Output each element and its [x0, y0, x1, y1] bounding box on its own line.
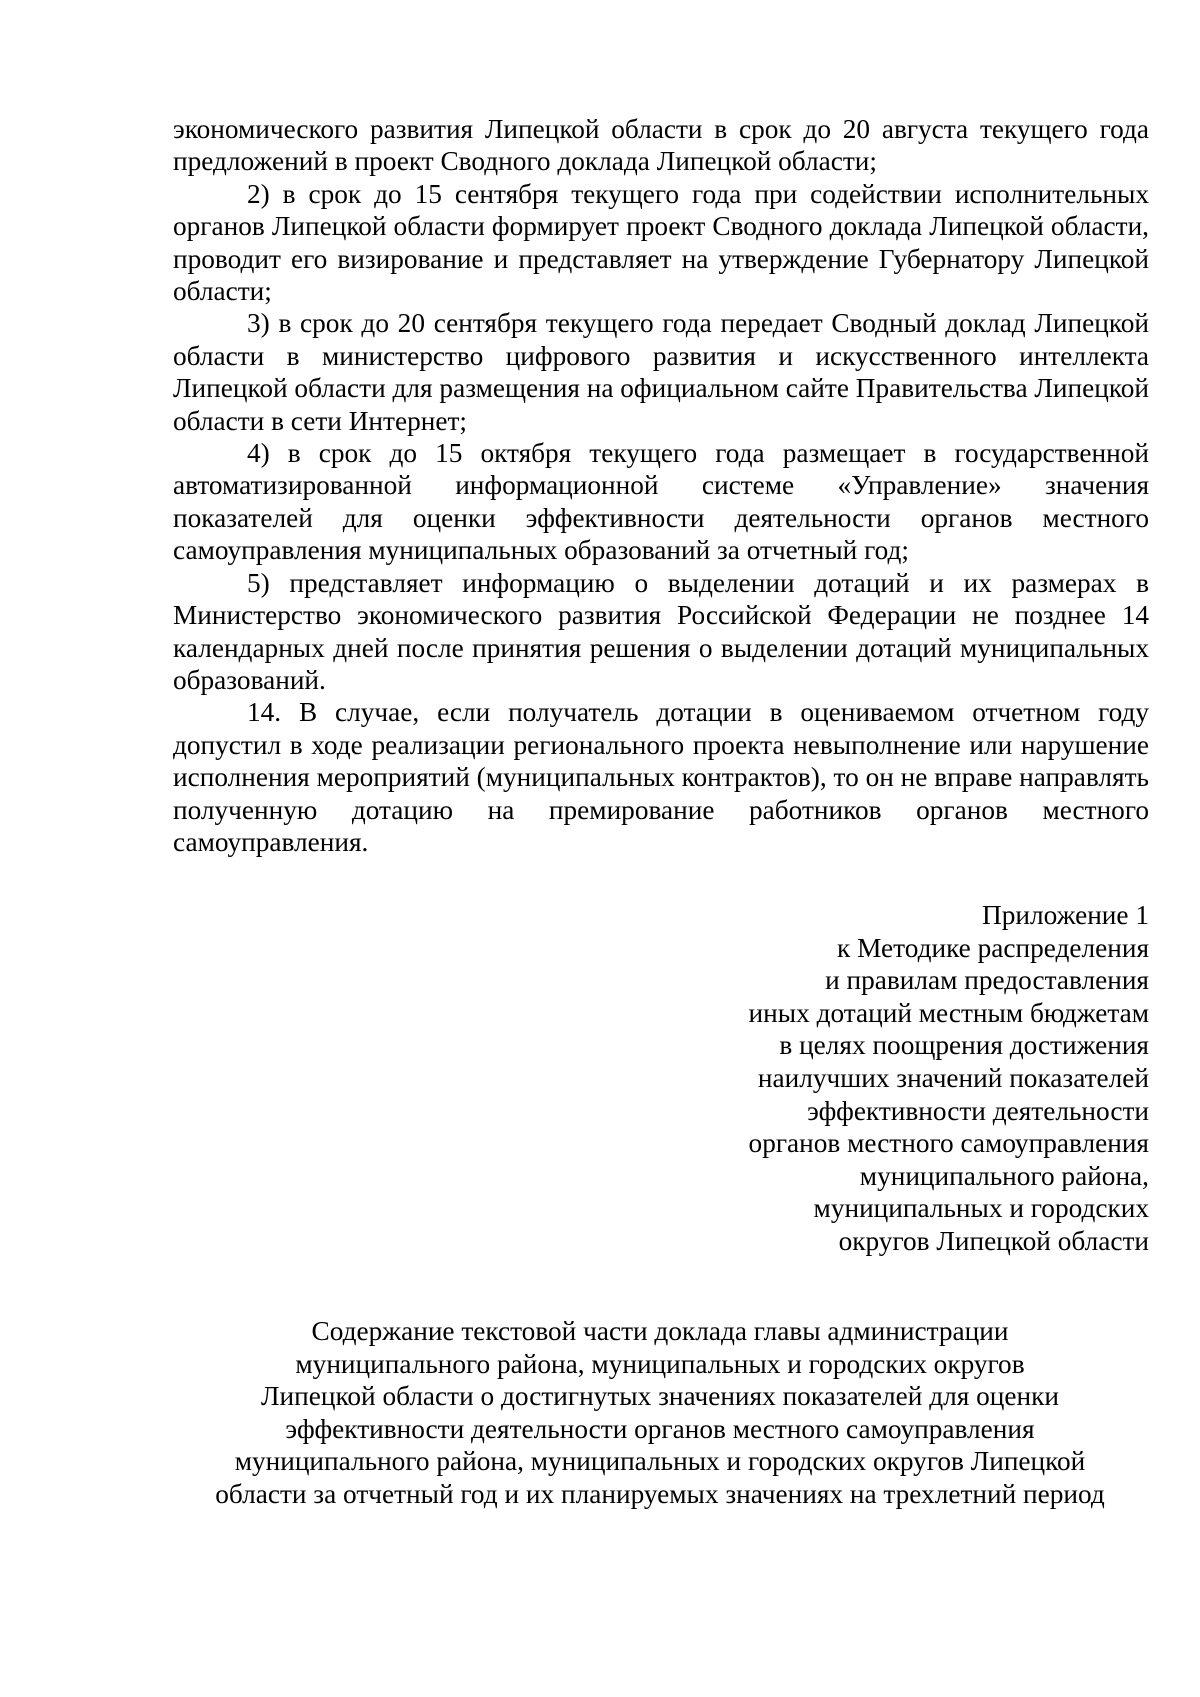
- appendix-line: к Методике распределения: [837, 932, 1149, 963]
- appendix-line: иных дотаций местным бюджетам: [748, 997, 1149, 1028]
- appendix-line: органов местного самоуправления: [748, 1128, 1149, 1159]
- appendix-line: наилучших значений показателей: [757, 1062, 1149, 1093]
- title-line: области за отчетный год и их планируемых значениях на трехлетний период: [215, 1478, 1105, 1509]
- title-line: муниципального района, муниципальных и городских округов: [295, 1348, 1025, 1379]
- paragraph-clause-14: 14. В случае, если получатель дотации в оцениваемом отчетном году допустил в ходе реализации регионального проекта невыполнение или нарушение исполнения мероприятий (муниципальных контрактов), то он не вправе направлять полученную дотацию на премирование работников органов местного самоуправления.: [173, 697, 1149, 857]
- appendix-line: в целях поощрения достижения: [779, 1030, 1149, 1061]
- appendix-line: муниципального района,: [859, 1160, 1149, 1191]
- title-line: эффективности деятельности органов местного самоуправления: [285, 1413, 1035, 1444]
- appendix-line: муниципальных и городских: [813, 1193, 1149, 1224]
- appendix-line: Приложение 1: [982, 900, 1149, 930]
- paragraph-item-4: 4) в срок до 15 октября текущего года размещает в государственной автоматизированной информационной системе «Управление» значения показателей для оценки эффективности деятельности органов местного самоуправления муниципальных образований за отчетный год;: [173, 438, 1149, 566]
- paragraph-item-2: 2) в срок до 15 сентября текущего года при содействии исполнительных органов Липецкой области формирует проект Сводного доклада Липецкой области, проводит его визирование и представляет на утверждение Губернатору Липецкой области;: [173, 178, 1149, 307]
- paragraph-item-3: 3) в срок до 20 сентября текущего года передает Сводный доклад Липецкой области в министерство цифрового развития и искусственного интеллекта Липецкой области для размещения на официальном сайте Правительства Липецкой области в сети Интернет;: [173, 308, 1149, 436]
- appendix-header: [620, 899, 1149, 1258]
- section-title: [160, 1315, 1160, 1511]
- title-line: Липецкой области о достигнутых значениях показателей для оценки: [261, 1381, 1059, 1412]
- document-body: [173, 113, 1149, 858]
- appendix-line: и правилам предоставления: [825, 965, 1149, 996]
- paragraph-item-5: 5) представляет информацию о выделении дотаций и их размерах в Министерство экономического развития Российской Федерации не позднее 14 календарных дней после принятия решения о выделении дотаций муниципальных образований.: [173, 567, 1149, 695]
- title-line: Содержание текстовой части доклада главы администрации: [311, 1316, 1009, 1346]
- title-line: муниципального района, муниципальных и городских округов Липецкой: [234, 1446, 1086, 1477]
- appendix-line: округов Липецкой области: [838, 1225, 1149, 1256]
- paragraph-continuation: экономического развития Липецкой области в срок до 20 августа текущего года предложений в проект Сводного доклада Липецкой области;: [173, 114, 1149, 177]
- appendix-line: эффективности деятельности: [807, 1095, 1149, 1126]
